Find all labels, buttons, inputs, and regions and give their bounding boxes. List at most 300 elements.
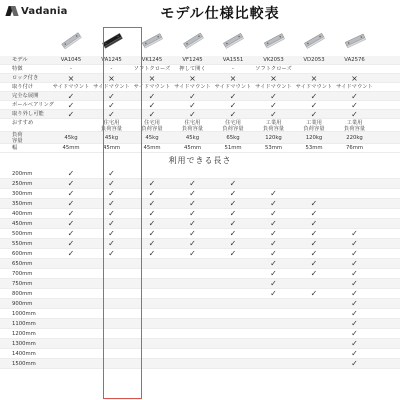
check-icon: ✓ [310, 110, 318, 119]
spec-value: 押して開く [179, 66, 206, 72]
empty-cell [93, 259, 131, 268]
empty-cell [133, 299, 171, 308]
empty-cell [52, 259, 90, 268]
empty-cell [52, 299, 90, 308]
check-icon: ✓ [67, 239, 75, 248]
row-label-load-1: 負荷 [12, 132, 23, 138]
empty-cell [133, 339, 171, 348]
length-label: 1500mm [12, 361, 36, 367]
empty-cell [336, 179, 374, 188]
recommend-value [214, 119, 252, 131]
spec-value [336, 65, 374, 73]
length-label: 700mm [12, 271, 33, 277]
empty-cell [174, 319, 212, 328]
check-icon: ✓ [148, 239, 156, 248]
empty-cell [52, 279, 90, 288]
empty-cell [174, 269, 212, 278]
page-title: モデル仕様比較表 [160, 6, 280, 22]
empty-cell [295, 329, 333, 338]
length-label: 1000mm [12, 311, 36, 317]
check-icon: ✓ [270, 219, 277, 228]
cross-icon: × [108, 74, 115, 83]
row-label-load-2: 容量 [12, 138, 23, 144]
empty-cell [336, 219, 374, 228]
empty-cell [255, 309, 293, 318]
spec-value: サイドマウント [52, 84, 90, 90]
empty-cell [93, 359, 131, 368]
load-row [0, 132, 400, 144]
check-icon: ✓ [270, 249, 277, 258]
check-icon: ✓ [189, 101, 196, 110]
recommend-value [133, 119, 171, 131]
check-icon: ✓ [310, 239, 318, 248]
length-label: 1400mm [12, 351, 36, 357]
recommend-usage: 工業用 [346, 119, 363, 126]
recommend-usage: 住宅用 [225, 119, 241, 126]
check-icon: ✓ [351, 279, 358, 288]
length-row [0, 209, 400, 219]
length-row [0, 179, 400, 189]
lengths-section [0, 153, 400, 169]
width-value: 45mm [183, 145, 202, 151]
check-icon: ✓ [229, 229, 237, 238]
load-value: 45kg [64, 135, 78, 141]
spec-value: サイドマウント [255, 84, 292, 90]
drawer-slide-rail-icon [303, 27, 325, 53]
load-value: 45kg [145, 135, 159, 141]
check-icon: ✓ [67, 229, 75, 238]
empty-cell [255, 319, 293, 328]
spec-value: サイドマウント [336, 84, 373, 90]
check-icon: ✓ [229, 101, 237, 110]
recommend-value [336, 119, 374, 131]
empty-cell [255, 179, 293, 188]
empty-cell [295, 319, 333, 328]
length-label: 1200mm [12, 331, 36, 337]
length-row [0, 219, 400, 229]
check-icon: ✓ [351, 269, 358, 278]
model-name-va1551: VA1551 [222, 57, 244, 63]
empty-cell [255, 329, 293, 338]
check-icon: ✓ [108, 229, 115, 238]
check-icon: ✓ [351, 259, 358, 268]
empty-cell [214, 259, 252, 268]
empty-cell [52, 319, 90, 328]
cross-icon: × [351, 74, 358, 83]
recommend-value [93, 119, 131, 131]
row-label: 完全な展開 [12, 93, 39, 99]
empty-cell [133, 259, 171, 268]
length-row [0, 189, 400, 199]
row-label: ロック付き [12, 75, 39, 81]
empty-cell [295, 189, 333, 198]
check-icon: ✓ [189, 219, 196, 228]
recommend-capacity: 負荷容量 [181, 125, 204, 132]
width-value: 45mm [143, 145, 161, 151]
empty-cell [336, 199, 374, 208]
empty-cell [133, 269, 171, 278]
length-row [0, 309, 400, 319]
check-icon: ✓ [148, 209, 156, 218]
length-label: 1300mm [12, 341, 36, 347]
check-icon: ✓ [351, 101, 358, 110]
length-row [0, 169, 400, 179]
empty-cell [93, 329, 131, 338]
spec-value: サイドマウント [214, 84, 252, 90]
check-icon: ✓ [108, 179, 115, 188]
spec-row-0 [0, 65, 400, 74]
empty-cell [295, 179, 333, 188]
check-icon: ✓ [108, 101, 115, 110]
empty-cell [255, 359, 293, 368]
empty-cell [93, 319, 131, 328]
empty-cell [133, 349, 171, 358]
row-label-model: モデル [12, 57, 28, 63]
spec-value: サイドマウント [93, 84, 130, 90]
check-icon: ✓ [351, 289, 358, 298]
empty-cell [214, 319, 252, 328]
check-icon: ✓ [229, 92, 237, 101]
check-icon: ✓ [310, 92, 318, 101]
length-label: 1100mm [12, 321, 36, 327]
header [0, 0, 400, 26]
empty-cell [93, 299, 131, 308]
empty-cell [52, 359, 90, 368]
empty-cell [133, 319, 171, 328]
row-label: 特徴 [12, 66, 23, 72]
length-row [0, 299, 400, 309]
check-icon: ✓ [270, 259, 277, 268]
empty-cell [174, 349, 212, 358]
spec-row-3 [0, 92, 400, 101]
check-icon: ✓ [148, 110, 156, 119]
check-icon: ✓ [229, 189, 237, 198]
length-label: 800mm [12, 291, 33, 297]
model-name-vk2053: VK2053 [263, 57, 284, 63]
check-icon: ✓ [229, 110, 237, 119]
model-name-va1045: VA1045 [60, 57, 82, 63]
length-row [0, 279, 400, 289]
spec-value: - [110, 66, 113, 72]
recommend-value [255, 119, 293, 131]
length-label: 250mm [12, 181, 33, 187]
check-icon: ✓ [67, 249, 75, 258]
check-icon: ✓ [351, 110, 358, 119]
check-icon: ✓ [108, 209, 115, 218]
empty-cell [255, 339, 293, 348]
length-label: 650mm [12, 261, 33, 267]
check-icon: ✓ [351, 359, 358, 368]
check-icon: ✓ [270, 229, 277, 238]
model-row [0, 56, 400, 65]
check-icon: ✓ [67, 209, 75, 218]
check-icon: ✓ [67, 179, 75, 188]
length-row [0, 349, 400, 359]
check-icon: ✓ [67, 92, 75, 101]
load-value: 120kg [265, 135, 282, 141]
check-icon: ✓ [310, 269, 318, 278]
check-icon: ✓ [148, 199, 156, 208]
check-icon: ✓ [351, 239, 358, 248]
width-value: 53mm [264, 145, 283, 151]
check-icon: ✓ [189, 189, 196, 198]
length-row [0, 249, 400, 259]
check-icon: ✓ [351, 319, 358, 328]
empty-cell [336, 209, 374, 218]
drawer-slide-rail-icon [182, 27, 204, 53]
empty-cell [174, 329, 212, 338]
empty-cell [214, 329, 252, 338]
brand-name: Vadania [21, 5, 68, 17]
empty-cell [214, 279, 252, 288]
empty-cell [52, 329, 90, 338]
load-value: 220kg [346, 135, 363, 141]
width-value: 45mm [62, 145, 80, 151]
empty-cell [214, 349, 252, 358]
check-icon: ✓ [270, 239, 277, 248]
width-value: 51mm [224, 145, 242, 151]
check-icon: ✓ [148, 249, 156, 258]
length-row [0, 339, 400, 349]
recommend-capacity: 負荷容量 [141, 125, 163, 132]
check-icon: ✓ [310, 259, 318, 268]
width-value: 76mm [345, 145, 364, 151]
cross-icon: × [310, 74, 318, 83]
empty-cell [52, 289, 90, 298]
drawer-slide-rail-icon [141, 27, 163, 53]
check-icon: ✓ [189, 249, 196, 258]
length-label: 450mm [12, 221, 33, 227]
check-icon: ✓ [108, 199, 115, 208]
length-row [0, 269, 400, 279]
lengths-title: 利用できる長さ [168, 156, 232, 165]
check-icon: ✓ [310, 209, 318, 218]
length-label: 550mm [12, 241, 33, 247]
spec-value: サイドマウント [174, 84, 211, 90]
drawer-slide-rail-icon [60, 27, 82, 53]
load-value: 120kg [305, 135, 323, 141]
empty-cell [295, 349, 333, 358]
drawer-slide-rail-icon [344, 27, 366, 53]
empty-cell [93, 289, 131, 298]
length-row [0, 289, 400, 299]
check-icon: ✓ [351, 339, 358, 348]
empty-cell [174, 169, 212, 178]
model-name-va1245: VA1245 [101, 57, 122, 63]
check-icon: ✓ [351, 249, 358, 258]
row-label: 取り付け [12, 84, 34, 90]
check-icon: ✓ [310, 249, 318, 258]
row-label-load [0, 132, 50, 143]
recommend-row [0, 119, 400, 132]
spec-value: ソフトクローズ [133, 66, 171, 72]
spec-value: - [232, 66, 234, 72]
check-icon: ✓ [108, 169, 115, 178]
length-label: 900mm [12, 301, 33, 307]
check-icon: ✓ [108, 189, 115, 198]
load-value: 45kg [104, 135, 119, 141]
check-icon: ✓ [148, 92, 156, 101]
row-label: 取り外し可能 [12, 111, 44, 117]
length-label: 300mm [12, 191, 33, 197]
width-row [0, 144, 400, 153]
empty-cell [255, 349, 293, 358]
check-icon: ✓ [148, 189, 156, 198]
model-name-vf1245: VF1245 [182, 57, 203, 63]
length-row [0, 359, 400, 369]
length-row [0, 229, 400, 239]
check-icon: ✓ [270, 209, 277, 218]
empty-cell [214, 169, 252, 178]
check-icon: ✓ [108, 92, 115, 101]
check-icon: ✓ [189, 179, 196, 188]
empty-cell [52, 339, 90, 348]
check-icon: ✓ [270, 92, 277, 101]
row-label-recommend: おすすめ [12, 120, 34, 126]
spec-value: - [70, 66, 72, 72]
check-icon: ✓ [229, 179, 237, 188]
recommend-value [52, 119, 90, 131]
check-icon: ✓ [270, 189, 277, 198]
check-icon: ✓ [270, 101, 277, 110]
recommend-usage: 住宅用 [184, 119, 201, 126]
check-icon: ✓ [67, 219, 75, 228]
spec-row-2 [0, 83, 400, 92]
empty-cell [295, 309, 333, 318]
check-icon: ✓ [351, 349, 358, 358]
empty-cell [93, 349, 131, 358]
empty-cell [174, 359, 212, 368]
empty-cell [93, 269, 131, 278]
spec-value: ソフトクローズ [255, 66, 292, 72]
check-icon: ✓ [310, 101, 318, 110]
empty-cell [214, 359, 252, 368]
empty-cell [133, 329, 171, 338]
empty-cell [52, 309, 90, 318]
check-icon: ✓ [351, 299, 358, 308]
model-name-vk1245: VK1245 [141, 57, 163, 63]
recommend-capacity: 負荷容量 [100, 125, 123, 132]
check-icon: ✓ [189, 209, 196, 218]
check-icon: ✓ [148, 101, 156, 110]
check-icon: ✓ [67, 101, 75, 110]
drawer-slide-rail-icon [101, 27, 123, 53]
check-icon: ✓ [189, 110, 196, 119]
recommend-value [174, 119, 212, 131]
empty-cell [174, 289, 212, 298]
check-icon: ✓ [189, 229, 196, 238]
recommend-capacity: 負荷容量 [222, 125, 244, 132]
spec-row-1 [0, 74, 400, 83]
check-icon: ✓ [229, 199, 237, 208]
empty-cell [133, 309, 171, 318]
recommend-usage: 住宅用 [103, 119, 120, 126]
check-icon: ✓ [270, 269, 277, 278]
recommend-value [295, 119, 333, 131]
width-value: 53mm [305, 145, 323, 151]
load-value: 45kg [185, 135, 200, 141]
length-row [0, 239, 400, 249]
empty-cell [133, 359, 171, 368]
empty-cell [295, 169, 333, 178]
empty-cell [214, 339, 252, 348]
empty-cell [214, 269, 252, 278]
row-label: ボールベアリング [12, 102, 54, 108]
recommend-capacity: 負荷容量 [262, 125, 285, 132]
check-icon: ✓ [229, 219, 237, 228]
check-icon: ✓ [310, 289, 318, 298]
empty-cell [255, 169, 293, 178]
empty-cell [133, 169, 171, 178]
length-label: 600mm [12, 251, 33, 257]
model-name-vd2053: VD2053 [303, 57, 325, 63]
check-icon: ✓ [351, 229, 358, 238]
empty-cell [295, 339, 333, 348]
empty-cell [174, 259, 212, 268]
empty-cell [52, 349, 90, 358]
length-label: 400mm [12, 211, 33, 217]
check-icon: ✓ [229, 209, 237, 218]
length-label: 200mm [12, 171, 33, 177]
empty-cell [214, 299, 252, 308]
recommend-usage: 住宅用 [144, 119, 160, 126]
check-icon: ✓ [108, 110, 115, 119]
check-icon: ✓ [189, 199, 196, 208]
check-icon: ✓ [189, 239, 196, 248]
length-row [0, 199, 400, 209]
check-icon: ✓ [270, 199, 277, 208]
check-icon: ✓ [148, 219, 156, 228]
length-row [0, 329, 400, 339]
recommend-usage: 工業用 [306, 119, 322, 126]
check-icon: ✓ [310, 219, 318, 228]
cross-icon: × [229, 74, 237, 83]
empty-cell [214, 289, 252, 298]
width-value: 45mm [102, 145, 121, 151]
check-icon: ✓ [108, 249, 115, 258]
check-icon: ✓ [148, 179, 156, 188]
comparison-table [0, 24, 400, 369]
check-icon: ✓ [351, 329, 358, 338]
length-label: 500mm [12, 231, 33, 237]
check-icon: ✓ [229, 239, 237, 248]
empty-cell [93, 339, 131, 348]
empty-cell [133, 279, 171, 288]
check-icon: ✓ [351, 92, 358, 101]
drawer-slide-rail-icon [222, 27, 244, 53]
length-row [0, 319, 400, 329]
length-label: 350mm [12, 201, 33, 207]
cross-icon: × [270, 74, 277, 83]
recommend-capacity: 負荷容量 [303, 125, 325, 132]
empty-cell [295, 299, 333, 308]
empty-cell [255, 299, 293, 308]
empty-cell [52, 269, 90, 278]
check-icon: ✓ [351, 309, 358, 318]
check-icon: ✓ [229, 249, 237, 258]
empty-cell [336, 169, 374, 178]
check-icon: ✓ [148, 229, 156, 238]
spec-value [295, 65, 333, 73]
empty-cell [174, 309, 212, 318]
check-icon: ✓ [270, 279, 277, 288]
check-icon: ✓ [67, 199, 75, 208]
product-image-row [0, 24, 400, 56]
recommend-capacity: 負荷容量 [343, 125, 366, 132]
load-value: 65kg [226, 135, 240, 141]
empty-cell [133, 289, 171, 298]
empty-cell [336, 189, 374, 198]
